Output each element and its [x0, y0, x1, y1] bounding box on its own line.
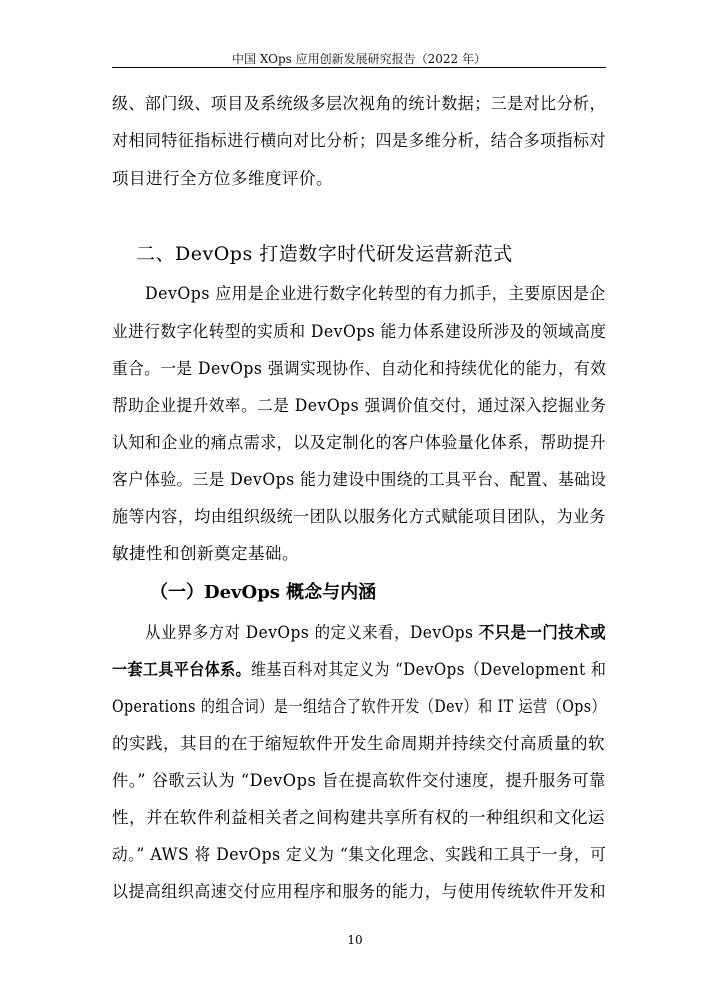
body-line	[112, 660, 606, 680]
body-line: 施等内容，均由组织级统一团队以服务化方式赋能项目团队，为业务	[112, 507, 606, 526]
body-line: 认知和企业的痛点需求，以及定制化的客户体验量化体系，帮助提升	[112, 433, 606, 452]
subsection-heading: （一）DevOps 概念与内涵	[150, 582, 377, 603]
body-line: DevOps 应用是企业进行数字化转型的有力抓手，主要原因是企	[145, 284, 606, 303]
header-divider	[112, 67, 606, 68]
page-number: 10	[347, 933, 363, 947]
body-text: 维基百科对其定义为 “DevOps（Development 和	[250, 660, 607, 679]
body-line: 业进行数字化转型的实质和 DevOps 能力体系建设所涉及的领域高度	[112, 322, 607, 341]
body-line: 重合。一是 DevOps 强调实现协作、自动化和持续优化的能力，有效	[112, 359, 607, 378]
body-line	[145, 623, 606, 643]
emphasis-text: 一套工具平台体系。	[112, 660, 251, 679]
body-line: 对相同特征指标进行横向对比分析；四是多维分析，结合多项指标对	[112, 131, 606, 150]
running-header: 中国 XOps 应用创新发展研究报告（2022 年）	[232, 52, 486, 66]
emphasis-text: 不只是一门技术或	[478, 623, 606, 642]
body-text: 从业界多方对 DevOps 的定义来看，DevOps	[145, 623, 479, 642]
body-line: 敏捷性和创新奠定基础。	[112, 544, 299, 563]
body-line: 级、部门级、项目及系统级多层次视角的统计数据；三是对比分析，	[112, 94, 606, 113]
body-line: 件。” 谷歌云认为 “DevOps 旨在提高软件交付速度，提升服务可靠	[112, 771, 606, 790]
section-heading: 二、DevOps 打造数字时代研发运营新范式	[136, 243, 513, 265]
body-line: Operations 的组合词）是一组结合了软件开发（Dev）和 IT 运营（Ops）	[112, 697, 607, 716]
body-line: 动。” AWS 将 DevOps 定义为 “集文化理念、实践和工具于一身，可	[112, 845, 607, 864]
body-line: 项目进行全方位多维度评价。	[112, 169, 333, 188]
body-line: 以提高组织高速交付应用程序和服务的能力，与使用传统软件开发和	[112, 882, 606, 901]
body-line: 的实践，其目的在于缩短软件开发生命周期并持续交付高质量的软	[112, 734, 605, 753]
body-line: 帮助企业提升效率。二是 DevOps 强调价值交付，通过深入挖掘业务	[112, 396, 607, 415]
body-line: 性，并在软件利益相关者之间构建共享所有权的一种组织和文化运	[112, 808, 605, 827]
body-line: 客户体验。三是 DevOps 能力建设中围绕的工具平台、配置、基础设	[112, 470, 607, 489]
